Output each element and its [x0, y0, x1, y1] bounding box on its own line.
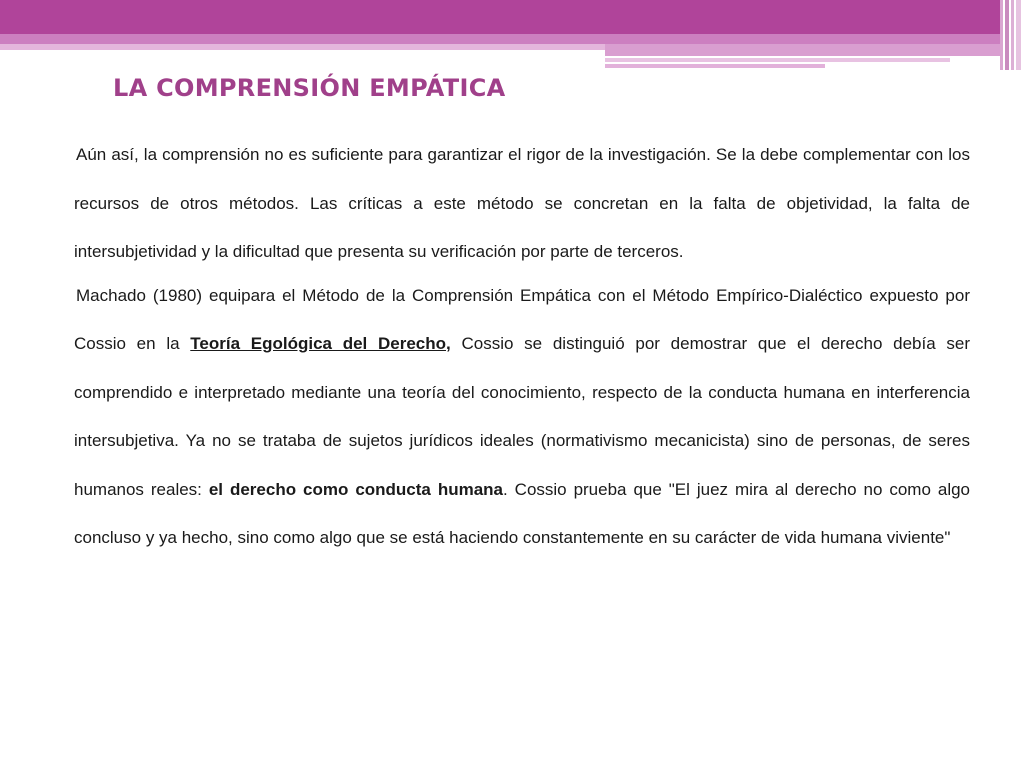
header-strip: [605, 58, 950, 62]
header-band: [0, 0, 1024, 34]
key-phrase: el derecho como conducta humana: [208, 479, 503, 499]
theory-title: Teoría Egológica del Derecho,: [190, 334, 451, 353]
header-band-light: [0, 34, 1000, 44]
header-band-pale: [0, 44, 605, 50]
corner-stripes: [1000, 0, 1024, 70]
slide-title: LA COMPRENSIÓN EMPÁTICA: [113, 74, 506, 102]
paragraph-text: . Cossio prueba que "El juez mira al derecho no como algo concluso y ya hecho, sino como algo que se está haciendo constantemente en su carácter de vida humana viviente": [74, 479, 971, 547]
paragraph-text: Machado (1980) equipara el Método de la Comprensión Empática con el Método Empírico-Dialéctico expuesto por Cossio en la: [74, 285, 970, 353]
slide-body: [74, 131, 970, 563]
header-strip: [605, 64, 825, 68]
paragraph-machado: [74, 272, 970, 563]
paragraph-text: Cossio se distinguió por demostrar que el derecho debía ser comprendido e interpretado mediante una teoría del conocimiento, respecto de la conducta humana en interferencia intersubjetiva. Ya no se trataba de sujetos jurídicos ideales (normativismo mecanicista) sino de personas, de seres humanos reales:: [74, 334, 970, 499]
paragraph-limitations: Aún así, la comprensión no es suficiente para garantizar el rigor de la investigación. Se la debe complementar con los recursos de otros métodos. Las críticas a este método se concretan en la falta de objetividad, la falta de intersubjetividad y la dificultad que presenta su verificación por parte de terceros.: [74, 145, 970, 261]
header-band-accent: [605, 44, 1000, 56]
